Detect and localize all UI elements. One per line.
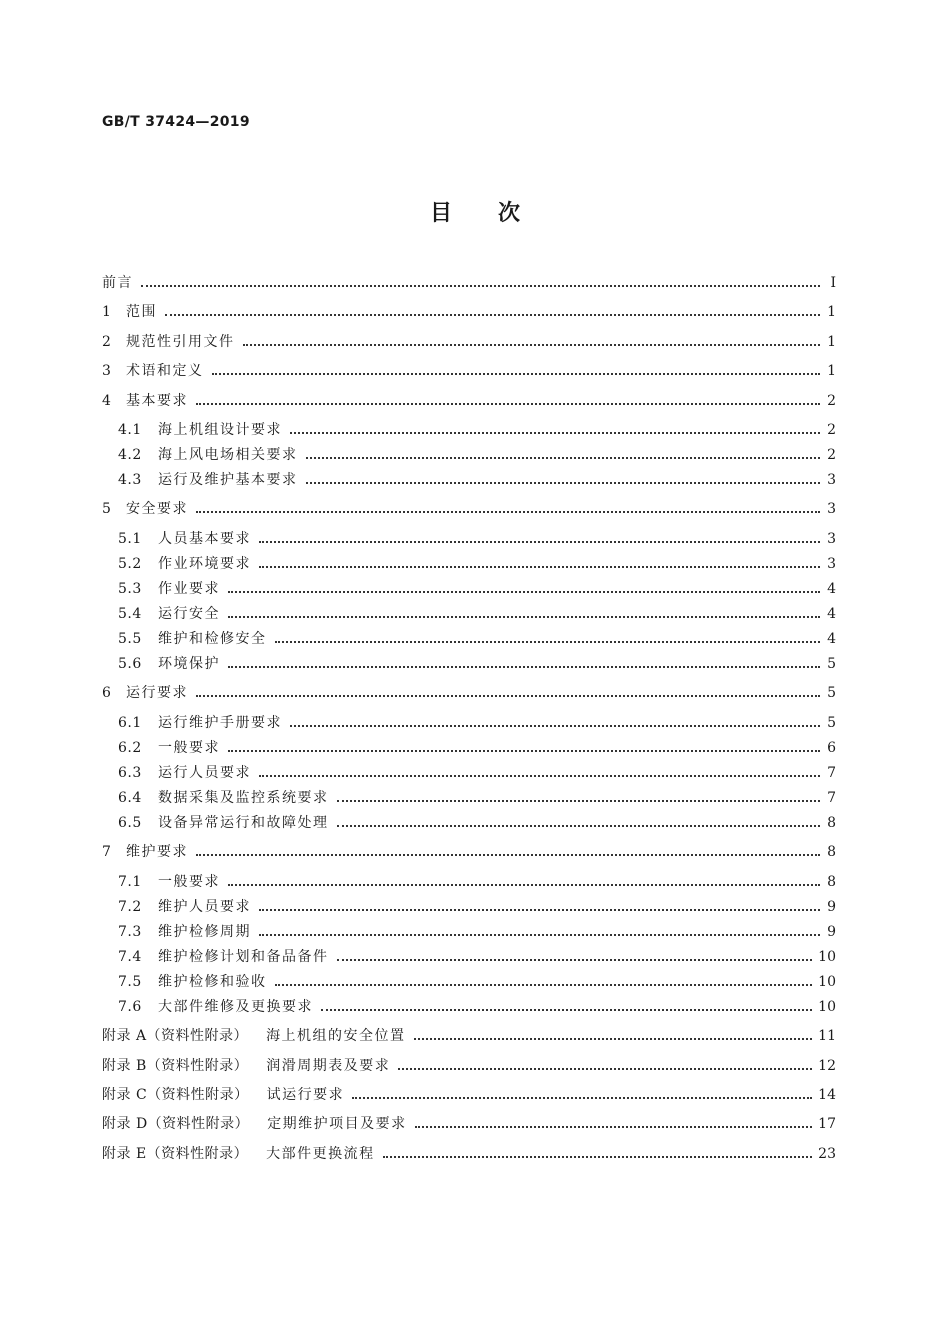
toc-entry-number: 7.1 <box>118 874 142 890</box>
toc-entry-title: 作业环境要求 <box>158 556 251 572</box>
toc-entry[interactable] <box>102 302 836 322</box>
toc-entry-title: 维护检修周期 <box>158 924 251 940</box>
toc-entry[interactable] <box>118 872 836 892</box>
toc-leader-dots <box>196 499 820 519</box>
toc-entry-title: 运行安全 <box>158 606 220 622</box>
toc-leader-dots <box>383 1144 813 1164</box>
toc-entry-title: 维护检修计划和备品备件 <box>158 949 329 965</box>
toc-entry[interactable] <box>118 813 836 833</box>
toc-entry-page: 1 <box>827 334 836 350</box>
toc-entry[interactable] <box>118 420 836 440</box>
toc-entry-number: 2 <box>102 334 112 350</box>
toc-leader-dots <box>275 629 821 649</box>
toc-entry-title: 范围 <box>126 304 157 320</box>
toc-leader-dots <box>228 654 820 674</box>
toc-entry-title: 维护人员要求 <box>158 899 251 915</box>
toc-entry-title: 大部件更换流程 <box>266 1146 375 1162</box>
toc-entry-title: 一般要求 <box>158 740 220 756</box>
toc-leader-dots <box>290 713 820 733</box>
toc-leader-dots <box>228 872 820 892</box>
toc-entry-number: 6.4 <box>118 790 142 806</box>
toc-entry[interactable] <box>102 1026 836 1046</box>
toc-entry-page: 10 <box>818 974 836 990</box>
toc-entry-page: 6 <box>827 740 836 756</box>
toc-entry-number: 4.2 <box>118 447 142 463</box>
toc-leader-dots <box>212 361 821 381</box>
toc-entry-number: 6.3 <box>118 765 142 781</box>
toc-entry-number: 7.6 <box>118 999 142 1015</box>
toc-entry-page: 9 <box>827 899 836 915</box>
toc-entry-title: 一般要求 <box>158 874 220 890</box>
toc-entry-number: 附录 D（资料性附录） <box>102 1116 250 1132</box>
toc-entry-number: 附录 A（资料性附录） <box>102 1028 249 1044</box>
toc-entry-page: 5 <box>827 685 836 701</box>
toc-entry-page: 2 <box>827 393 836 409</box>
toc-entry[interactable] <box>118 972 836 992</box>
toc-entry-page: 7 <box>827 790 836 806</box>
toc-entry-title: 维护检修和验收 <box>158 974 267 990</box>
toc-entry-page: 10 <box>818 949 836 965</box>
toc-entry-page: 1 <box>827 363 836 379</box>
toc-entry[interactable] <box>102 361 836 381</box>
toc-entry[interactable] <box>102 1056 836 1076</box>
toc-entry-number: 7.4 <box>118 949 142 965</box>
toc-entry[interactable] <box>102 499 836 519</box>
toc-entry-title: 运行人员要求 <box>158 765 251 781</box>
toc-entry-page: 8 <box>827 815 836 831</box>
toc-entry[interactable] <box>102 1114 836 1134</box>
toc-entry-title: 设备异常运行和故障处理 <box>158 815 329 831</box>
page-title: 目次 <box>429 201 566 226</box>
toc-entry[interactable] <box>118 788 836 808</box>
toc-entry[interactable] <box>118 604 836 624</box>
toc-entry[interactable] <box>118 738 836 758</box>
toc-entry-number: 附录 E（资料性附录） <box>102 1146 249 1162</box>
toc-entry[interactable] <box>118 445 836 465</box>
toc-entry-number: 附录 C（资料性附录） <box>102 1087 249 1103</box>
toc-entry-page: 8 <box>827 844 836 860</box>
toc-leader-dots <box>196 391 820 411</box>
toc-entry[interactable] <box>118 470 836 490</box>
toc-entry-number: 4.1 <box>118 422 142 438</box>
toc-entry-page: 4 <box>827 631 836 647</box>
toc-entry-number: 5.3 <box>118 581 142 597</box>
toc-leader-dots <box>259 763 820 783</box>
toc-entry-title: 维护和检修安全 <box>158 631 267 647</box>
toc-entry-title: 定期维护项目及要求 <box>267 1116 407 1132</box>
toc-leader-dots <box>228 738 820 758</box>
toc-entry-title: 运行要求 <box>126 685 188 701</box>
toc-entry[interactable] <box>118 763 836 783</box>
toc-entry-page: 3 <box>827 531 836 547</box>
toc-entry[interactable] <box>118 713 836 733</box>
toc-entry-title: 安全要求 <box>126 501 188 517</box>
toc-entry-page: 3 <box>827 472 836 488</box>
toc-entry-title: 运行及维护基本要求 <box>158 472 298 488</box>
toc-entry[interactable] <box>102 683 836 703</box>
toc-entry-page: 4 <box>827 606 836 622</box>
toc-leader-dots <box>259 922 820 942</box>
toc-entry-title: 环境保护 <box>158 656 220 672</box>
toc-entry-title: 作业要求 <box>158 581 220 597</box>
toc-leader-dots <box>337 788 821 808</box>
toc-leader-dots <box>243 332 821 352</box>
standard-number: GB/T 37424—2019 <box>102 114 250 130</box>
toc-entry-number: 附录 B（资料性附录） <box>102 1058 249 1074</box>
toc-entry-number: 6.5 <box>118 815 142 831</box>
toc-entry-title: 术语和定义 <box>126 363 204 379</box>
toc-entry-title: 海上风电场相关要求 <box>158 447 298 463</box>
toc-entry-page: 1 <box>827 304 836 320</box>
toc-leader-dots <box>306 445 821 465</box>
toc-entry[interactable] <box>118 997 836 1017</box>
toc-entry-page: 5 <box>827 656 836 672</box>
toc-leader-dots <box>196 842 820 862</box>
toc-entry-title: 大部件维修及更换要求 <box>158 999 313 1015</box>
toc-entry-number: 7 <box>102 844 112 860</box>
toc-entry-page: 7 <box>827 765 836 781</box>
toc-leader-dots <box>196 683 820 703</box>
toc-entry-page: 14 <box>818 1087 836 1103</box>
toc-entry-number: 3 <box>102 363 112 379</box>
toc-leader-dots <box>321 997 812 1017</box>
toc-entry[interactable] <box>118 947 836 967</box>
toc-entry-page: 23 <box>818 1146 836 1162</box>
toc-entry-page: 2 <box>827 447 836 463</box>
toc-entry[interactable] <box>118 554 836 574</box>
toc-entry-title: 维护要求 <box>126 844 188 860</box>
toc-leader-dots <box>259 897 820 917</box>
toc-leader-dots <box>141 273 820 293</box>
toc-entry-title: 润滑周期表及要求 <box>266 1058 391 1074</box>
toc-entry-page: 9 <box>827 924 836 940</box>
toc-entry-page: 8 <box>827 874 836 890</box>
toc-entry-number: 5.6 <box>118 656 142 672</box>
toc-entry[interactable] <box>118 579 836 599</box>
toc-entry-page: 3 <box>827 556 836 572</box>
toc-entry-number: 5 <box>102 501 112 517</box>
toc-entry-number: 6 <box>102 685 112 701</box>
toc-entry[interactable] <box>102 1085 836 1105</box>
toc-entry-page: 17 <box>818 1116 836 1132</box>
toc-leader-dots <box>414 1026 813 1046</box>
toc-entry[interactable] <box>118 629 836 649</box>
toc-entry-number: 4.3 <box>118 472 142 488</box>
toc-entry[interactable] <box>102 842 836 862</box>
toc-entry-title: 海上机组设计要求 <box>158 422 282 438</box>
toc-entry[interactable] <box>118 654 836 674</box>
toc-entry-title: 人员基本要求 <box>158 531 251 547</box>
toc-leader-dots <box>306 470 821 490</box>
toc-entry-title: 运行维护手册要求 <box>158 715 282 731</box>
toc-entry[interactable] <box>118 922 836 942</box>
toc-entry-title: 规范性引用文件 <box>126 334 235 350</box>
toc-entry-page: 12 <box>818 1058 836 1074</box>
toc-entry-page: 2 <box>827 422 836 438</box>
toc-entry-title: 数据采集及监控系统要求 <box>158 790 329 806</box>
toc-entry[interactable] <box>118 529 836 549</box>
toc-entry[interactable] <box>102 332 836 352</box>
toc-leader-dots <box>259 554 820 574</box>
toc-leader-dots <box>228 579 820 599</box>
toc-entry-number: 5.5 <box>118 631 142 647</box>
toc-entry-page: 4 <box>827 581 836 597</box>
toc-leader-dots <box>352 1085 812 1105</box>
toc-entry-number: 7.3 <box>118 924 142 940</box>
toc-entry-page: I <box>830 275 836 291</box>
toc-entry-number: 5.4 <box>118 606 142 622</box>
toc-entry[interactable] <box>102 273 836 293</box>
toc-entry-number: 5.1 <box>118 531 142 547</box>
toc-entry[interactable] <box>102 391 836 411</box>
toc-entry-page: 3 <box>827 501 836 517</box>
toc-leader-dots <box>275 972 813 992</box>
toc-entry-page: 5 <box>827 715 836 731</box>
toc-entry[interactable] <box>102 1144 836 1164</box>
toc-leader-dots <box>415 1114 812 1134</box>
toc-leader-dots <box>337 947 813 967</box>
toc-entry-number: 7.5 <box>118 974 142 990</box>
toc-entry-number: 4 <box>102 393 112 409</box>
toc-entry-page: 10 <box>818 999 836 1015</box>
toc-entry-number: 1 <box>102 304 112 320</box>
toc-entry-title: 基本要求 <box>126 393 188 409</box>
toc-leader-dots <box>259 529 820 549</box>
toc-entry-number: 7.2 <box>118 899 142 915</box>
toc-entry-number: 6.2 <box>118 740 142 756</box>
toc-entry-page: 11 <box>818 1028 836 1044</box>
toc-entry-title: 前言 <box>102 275 133 291</box>
toc-leader-dots <box>290 420 820 440</box>
toc-leader-dots <box>337 813 821 833</box>
toc-entry-title: 海上机组的安全位置 <box>266 1028 406 1044</box>
toc-leader-dots <box>398 1056 812 1076</box>
toc-entry-number: 6.1 <box>118 715 142 731</box>
toc-leader-dots <box>228 604 820 624</box>
toc-entry[interactable] <box>118 897 836 917</box>
toc-entry-number: 5.2 <box>118 556 142 572</box>
toc-leader-dots <box>165 302 820 322</box>
toc-entry-title: 试运行要求 <box>266 1087 345 1103</box>
